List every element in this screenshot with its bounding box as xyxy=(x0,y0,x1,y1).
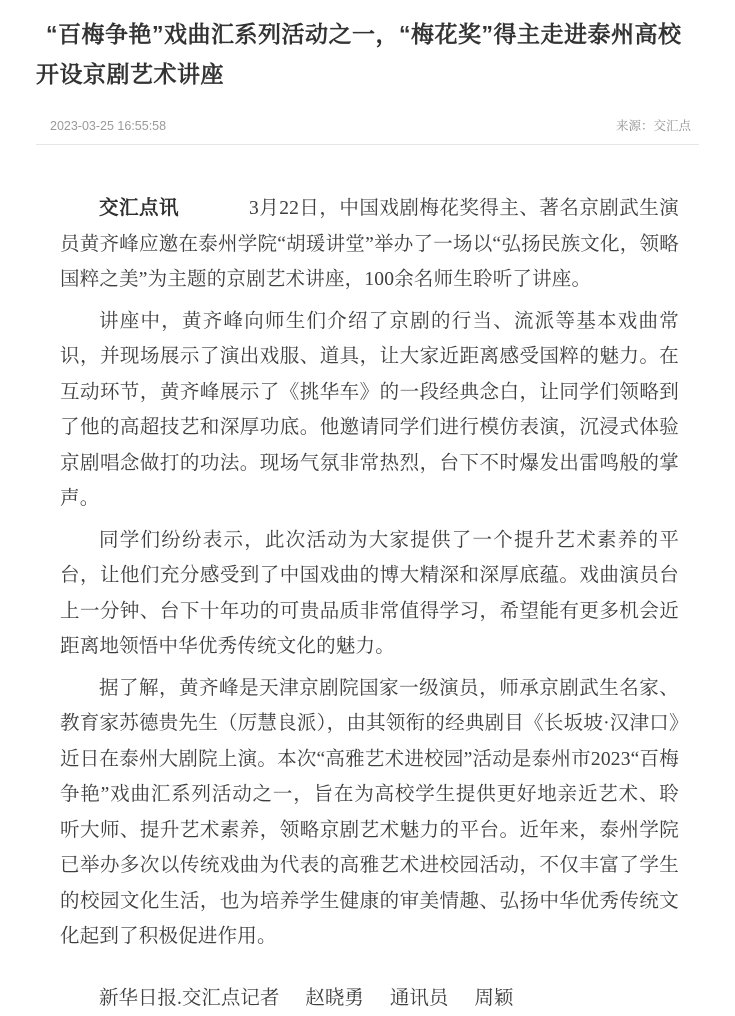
paragraph: 据了解，黄齐峰是天津京剧院国家一级演员，师承京剧武生名家、教育家苏德贵先生（厉慧良派），由其领衔的经典剧目《长坂坡·汉津口》近日在泰州大剧院上演。本次“高雅艺术进校园”活动是泰州市2023“百梅争艳”戏曲汇系列活动之一，旨在为高校学生提供更好地亲近艺术、聆听大师、提升艺术素养，领略京剧艺术魅力的平台。近年来，泰州学院已举办多次以传统戏曲为代表的高雅艺术进校园活动，不仅丰富了学生的校园文化生活，也为培养学生健康的审美情趣、弘扬中华优秀传统文化起到了积极促进作用。 xyxy=(60,671,679,955)
article-meta xyxy=(36,116,699,134)
byline-reporter: 赵晓勇 xyxy=(305,988,364,1009)
publish-timestamp: 2023-03-25 16:55:58 xyxy=(50,119,166,133)
article-body xyxy=(36,191,699,955)
article-source: 来源：交汇点 xyxy=(616,116,691,134)
paragraph-text: 3月22日，中国戏剧梅花奖得主、著名京剧武生演员黄齐峰应邀在泰州学院“胡瑗讲堂”举办了一场以“弘扬民族文化，领略国粹之美”为主题的京剧艺术讲座，100余名师生聆听了讲座。 xyxy=(60,198,679,290)
byline-media: 新华日报.交汇点记者 xyxy=(99,988,279,1009)
byline-correspondent: 周颖 xyxy=(474,988,513,1009)
paragraph: 讲座中，黄齐峰向师生们介绍了京剧的行当、流派等基本戏曲常识，并现场展示了演出戏服、道具，让大家近距离感受国粹的魅力。在互动环节，黄齐峰展示了《挑华车》的一段经典念白，让同学们领略到了他的高超技艺和深厚功底。他邀请同学们进行模仿表演，沉浸式体验京剧唱念做打的功法。现场气氛非常热烈，台下不时爆发出雷鸣般的掌声。 xyxy=(60,304,679,517)
header-divider xyxy=(36,144,699,145)
paragraph-lead xyxy=(60,191,679,298)
paragraph: 同学们纷纷表示，此次活动为大家提供了一个提升艺术素养的平台，让他们充分感受到了中国戏曲的博大精深和深厚底蕴。戏曲演员台上一分钟、台下十年功的可贵品质非常值得学习，希望能有更多机会近距离地领悟中华优秀传统文化的魅力。 xyxy=(60,523,679,665)
lead-label: 交汇点讯 xyxy=(99,198,179,219)
page-title: “百梅争艳”戏曲汇系列活动之一，“梅花奖”得主走进泰州高校开设京剧艺术讲座 xyxy=(36,0,699,94)
article-byline xyxy=(36,981,699,1016)
byline-correspondent-label: 通讯员 xyxy=(390,988,449,1009)
